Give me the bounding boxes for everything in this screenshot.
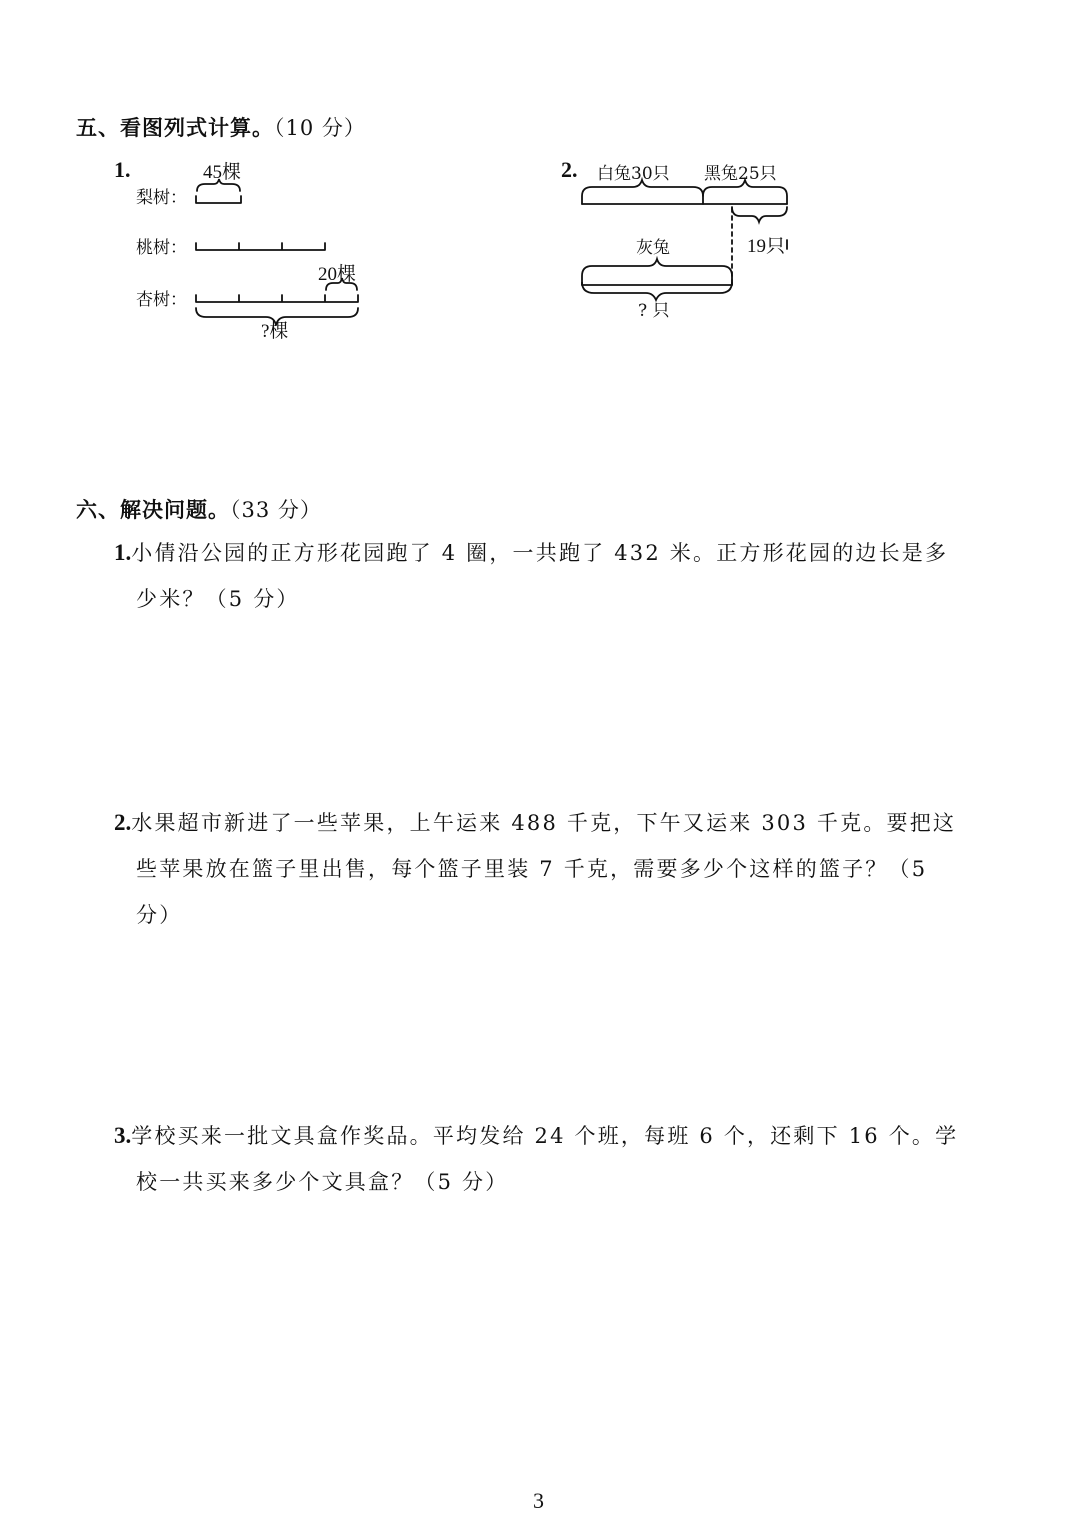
- peach-bar: [196, 243, 325, 250]
- problem-3-number: 3.: [114, 1123, 132, 1148]
- pear-segment: [196, 196, 241, 203]
- problem-2: [114, 800, 966, 938]
- peach-label: 桃树：: [136, 238, 187, 258]
- difference-label: 19只: [747, 236, 786, 257]
- black-rabbit-brace: [703, 180, 787, 204]
- problem-1-text: 小倩沿公园的正方形花园跑了 4 圈，一共跑了 432 米。正方形花园的边长是多少米？（5 分）: [131, 541, 949, 611]
- rabbits-question: ? 只: [638, 301, 670, 321]
- total-brace: [196, 308, 358, 325]
- black-rabbit-label: 黑兔25只: [704, 164, 777, 184]
- problem-1: [114, 530, 966, 622]
- white-rabbit-label: 白兔30只: [597, 164, 670, 184]
- difference-brace: [732, 207, 787, 222]
- section-5-score: （10 分）: [274, 116, 366, 140]
- section-6-heading: [76, 494, 322, 524]
- gray-rabbit-brace: [582, 259, 732, 285]
- page-number: 3: [533, 1488, 544, 1513]
- pear-brace: [197, 179, 240, 191]
- apricot-bar: [196, 295, 358, 302]
- diagram-2-number: 2.: [561, 157, 578, 182]
- section-5-title: 五、看图列式计算。: [76, 116, 274, 140]
- gray-rabbit-label: 灰兔: [636, 238, 670, 258]
- apricot-label: 杏树：: [136, 290, 187, 310]
- trees-question: ?棵: [261, 321, 289, 342]
- white-rabbit-brace: [582, 180, 703, 204]
- problem-3: [114, 1113, 966, 1205]
- pear-count: 45棵: [203, 162, 242, 183]
- pear-label: 梨树：: [136, 188, 187, 208]
- apricot-extra-brace: [326, 278, 357, 290]
- problem-2-number: 2.: [114, 810, 132, 835]
- section-6-score: （33 分）: [230, 498, 322, 522]
- apricot-extra: 20棵: [318, 264, 357, 285]
- problem-3-text: 学校买来一批文具盒作奖品。平均发给 24 个班，每班 6 个，还剩下 16 个。学校一共买来多少个文具盒？（5 分）: [131, 1124, 959, 1194]
- problem-1-number: 1.: [114, 540, 132, 565]
- diagram-1-number: 1.: [114, 157, 131, 182]
- section-6-title: 六、解决问题。: [76, 498, 230, 522]
- problem-2-text: 水果超市新进了一些苹果，上午运来 488 千克，下午又运来 303 千克。要把这些苹果放在篮子里出售，每个篮子里装 7 千克，需要多少个这样的篮子？（5 分）: [131, 811, 957, 927]
